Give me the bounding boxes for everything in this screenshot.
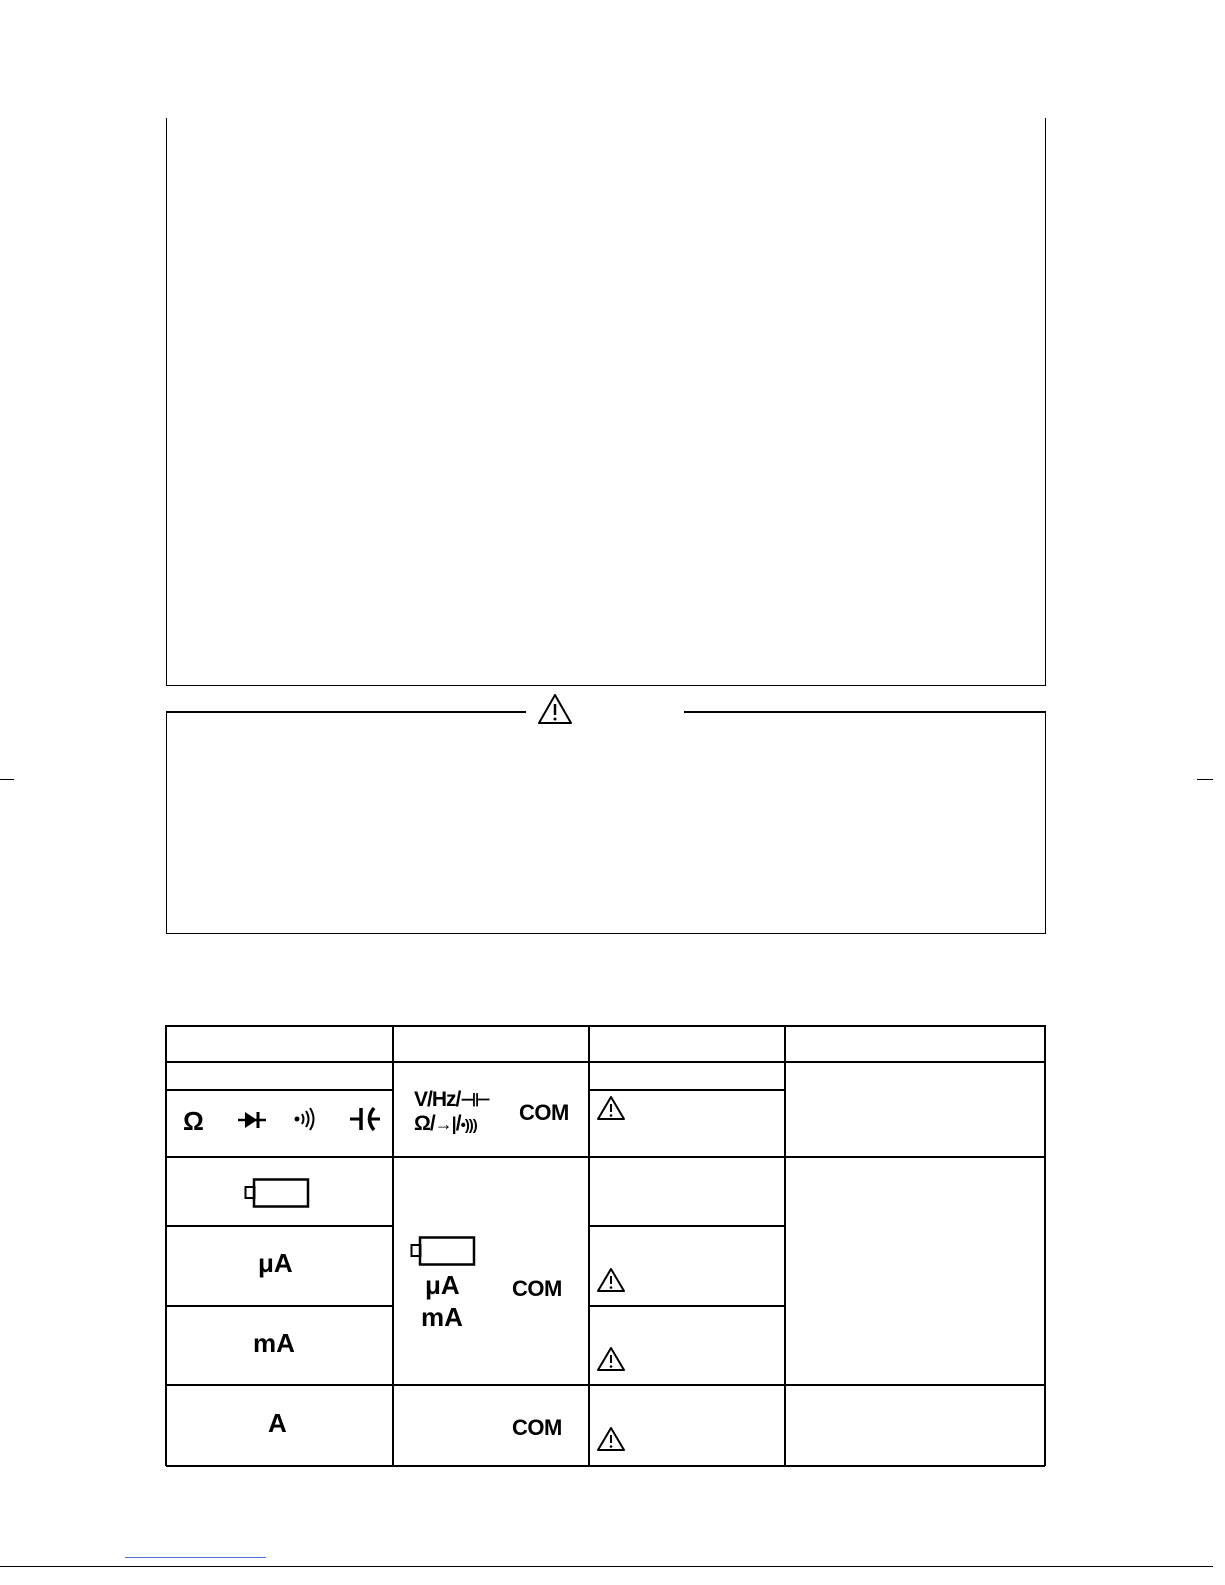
continuity-beeper-icon bbox=[293, 1108, 319, 1130]
warning-triangle-icon bbox=[596, 1346, 626, 1372]
ohm-symbol: Ω bbox=[183, 1106, 204, 1136]
terminal-voltage-label: V/Hz/⊣⊢ bbox=[414, 1088, 490, 1111]
warning-triangle-icon bbox=[596, 1095, 626, 1121]
capacitor-icon bbox=[350, 1107, 380, 1131]
com-terminal-label: COM bbox=[512, 1276, 562, 1301]
terminal-microamp-label: μA bbox=[425, 1270, 460, 1300]
warning-box bbox=[166, 711, 1046, 934]
function-microamp-label: μA bbox=[258, 1248, 293, 1278]
content-box-top bbox=[166, 118, 1046, 686]
warning-triangle-icon bbox=[537, 693, 573, 725]
warning-box-top-right bbox=[684, 711, 1045, 713]
warning-box-top-left bbox=[166, 711, 526, 713]
function-amp-label: A bbox=[268, 1408, 287, 1438]
com-terminal-label: COM bbox=[512, 1415, 562, 1440]
battery-icon bbox=[410, 1236, 476, 1266]
crop-mark-left bbox=[0, 779, 14, 780]
warning-triangle-icon bbox=[596, 1426, 626, 1452]
bottom-link-underline[interactable] bbox=[125, 1557, 266, 1558]
com-terminal-label: COM bbox=[519, 1100, 569, 1125]
crop-mark-right bbox=[1197, 779, 1213, 780]
function-milliamp-label: mA bbox=[253, 1328, 295, 1358]
warning-triangle-icon bbox=[596, 1267, 626, 1293]
diode-icon bbox=[238, 1110, 266, 1130]
bottom-rule bbox=[0, 1566, 1213, 1567]
terminal-milliamp-label: mA bbox=[421, 1302, 463, 1332]
terminal-resistance-label: Ω/→|/•))) bbox=[414, 1112, 477, 1135]
battery-icon bbox=[244, 1178, 310, 1208]
